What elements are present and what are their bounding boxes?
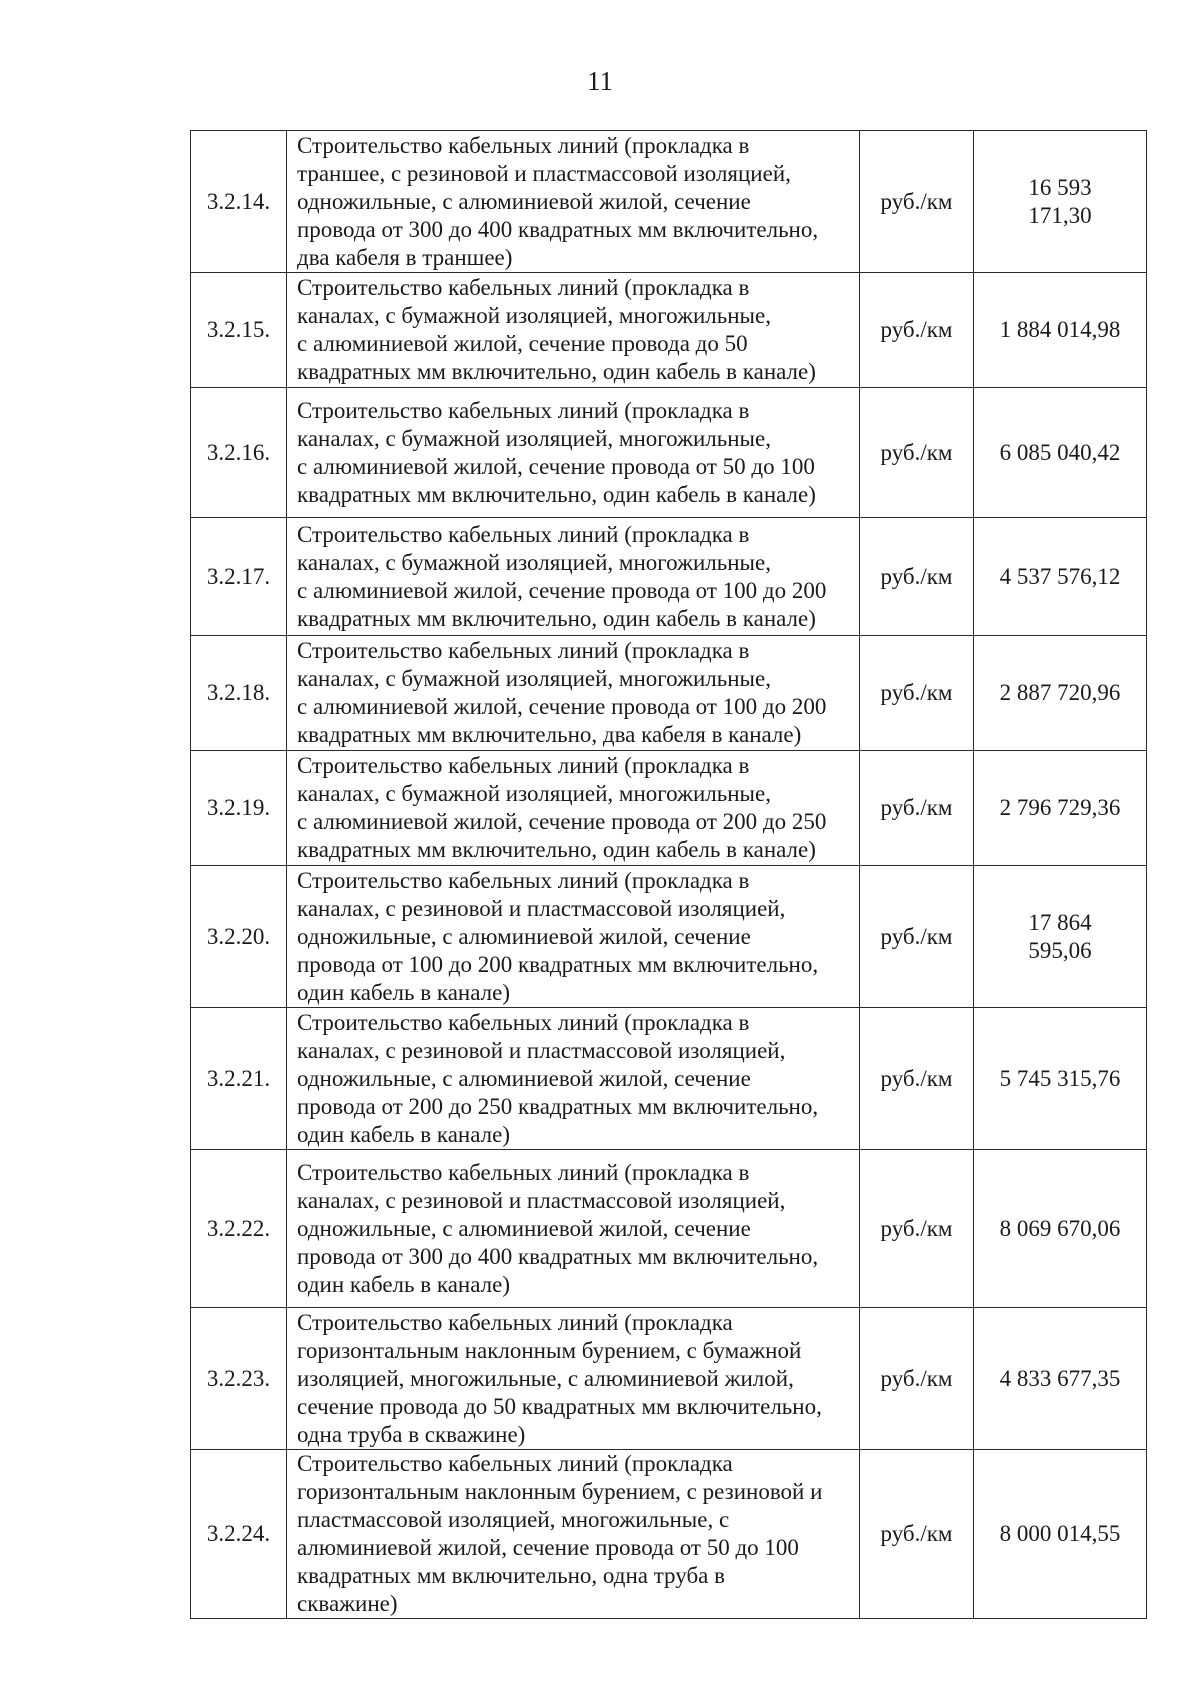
item-price: 17 864 595,06 bbox=[974, 866, 1147, 1008]
item-price: 1 884 014,98 bbox=[974, 273, 1147, 388]
item-number: 3.2.14. bbox=[191, 131, 287, 273]
table-row bbox=[191, 1308, 1147, 1450]
item-description: Строительство кабельных линий (прокладка в каналах, с резиновой и пластмассовой изоляцией, одножильные, с алюминиевой жилой, сечение провода от 100 до 200 квадратных мм включительно, один кабель в канале) bbox=[287, 866, 860, 1008]
item-number: 3.2.17. bbox=[191, 518, 287, 636]
item-price: 8 069 670,06 bbox=[974, 1150, 1147, 1308]
tariff-table bbox=[190, 130, 1147, 1619]
item-unit: руб./км bbox=[860, 518, 974, 636]
table-row bbox=[191, 1150, 1147, 1308]
item-unit: руб./км bbox=[860, 131, 974, 273]
item-description: Строительство кабельных линий (прокладка в траншее, с резиновой и пластмассовой изоляцией, одножильные, с алюминиевой жилой, сечение провода от 300 до 400 квадратных мм включительно, два кабеля в траншее) bbox=[287, 131, 860, 273]
table-row bbox=[191, 751, 1147, 866]
item-price: 8 000 014,55 bbox=[974, 1450, 1147, 1619]
item-description: Строительство кабельных линий (прокладка в каналах, с резиновой и пластмассовой изоляцией, одножильные, с алюминиевой жилой, сечение провода от 300 до 400 квадратных мм включительно, один кабель в канале) bbox=[287, 1150, 860, 1308]
item-price: 5 745 315,76 bbox=[974, 1008, 1147, 1150]
item-unit: руб./км bbox=[860, 1150, 974, 1308]
item-unit: руб./км bbox=[860, 1450, 974, 1619]
table-row bbox=[191, 1008, 1147, 1150]
item-unit: руб./км bbox=[860, 388, 974, 518]
table-row bbox=[191, 131, 1147, 273]
table-row bbox=[191, 273, 1147, 388]
table-row bbox=[191, 1450, 1147, 1619]
item-description: Строительство кабельных линий (прокладка в каналах, с бумажной изоляцией, многожильные, с алюминиевой жилой, сечение провода от 200 до 250 квадратных мм включительно, один кабель в канале) bbox=[287, 751, 860, 866]
item-price: 2 887 720,96 bbox=[974, 636, 1147, 751]
item-number: 3.2.20. bbox=[191, 866, 287, 1008]
item-number: 3.2.23. bbox=[191, 1308, 287, 1450]
item-number: 3.2.18. bbox=[191, 636, 287, 751]
table-row bbox=[191, 388, 1147, 518]
item-number: 3.2.22. bbox=[191, 1150, 287, 1308]
item-unit: руб./км bbox=[860, 636, 974, 751]
item-unit: руб./км bbox=[860, 273, 974, 388]
item-description: Строительство кабельных линий (прокладка горизонтальным наклонным бурением, с резиновой и пластмассовой изоляцией, многожильные, с алюминиевой жилой, сечение провода от 50 до 100 квадратных мм включительно, одна труба в скважине) bbox=[287, 1450, 860, 1619]
page-number: 11 bbox=[587, 66, 613, 96]
table-row bbox=[191, 518, 1147, 636]
item-description: Строительство кабельных линий (прокладка в каналах, с бумажной изоляцией, многожильные, с алюминиевой жилой, сечение провода от 100 до 200 квадратных мм включительно, один кабель в канале) bbox=[287, 518, 860, 636]
item-unit: руб./км bbox=[860, 1308, 974, 1450]
item-unit: руб./км bbox=[860, 866, 974, 1008]
item-unit: руб./км bbox=[860, 1008, 974, 1150]
item-unit: руб./км bbox=[860, 751, 974, 866]
item-description: Строительство кабельных линий (прокладка в каналах, с бумажной изоляцией, многожильные, с алюминиевой жилой, сечение провода от 50 до 100 квадратных мм включительно, один кабель в канале) bbox=[287, 388, 860, 518]
item-price: 16 593 171,30 bbox=[974, 131, 1147, 273]
item-number: 3.2.19. bbox=[191, 751, 287, 866]
item-description: Строительство кабельных линий (прокладка в каналах, с бумажной изоляцией, многожильные, с алюминиевой жилой, сечение провода от 100 до 200 квадратных мм включительно, два кабеля в канале) bbox=[287, 636, 860, 751]
item-number: 3.2.21. bbox=[191, 1008, 287, 1150]
item-description: Строительство кабельных линий (прокладка в каналах, с резиновой и пластмассовой изоляцией, одножильные, с алюминиевой жилой, сечение провода от 200 до 250 квадратных мм включительно, один кабель в канале) bbox=[287, 1008, 860, 1150]
item-price: 6 085 040,42 bbox=[974, 388, 1147, 518]
table-row bbox=[191, 636, 1147, 751]
item-description: Строительство кабельных линий (прокладка горизонтальным наклонным бурением, с бумажной изоляцией, многожильные, с алюминиевой жилой, сечение провода до 50 квадратных мм включительно, одна труба в скважине) bbox=[287, 1308, 860, 1450]
item-number: 3.2.16. bbox=[191, 388, 287, 518]
table-row bbox=[191, 866, 1147, 1008]
item-number: 3.2.24. bbox=[191, 1450, 287, 1619]
item-price: 2 796 729,36 bbox=[974, 751, 1147, 866]
item-description: Строительство кабельных линий (прокладка в каналах, с бумажной изоляцией, многожильные, с алюминиевой жилой, сечение провода до 50 квадратных мм включительно, один кабель в канале) bbox=[287, 273, 860, 388]
item-price: 4 537 576,12 bbox=[974, 518, 1147, 636]
item-number: 3.2.15. bbox=[191, 273, 287, 388]
item-price: 4 833 677,35 bbox=[974, 1308, 1147, 1450]
